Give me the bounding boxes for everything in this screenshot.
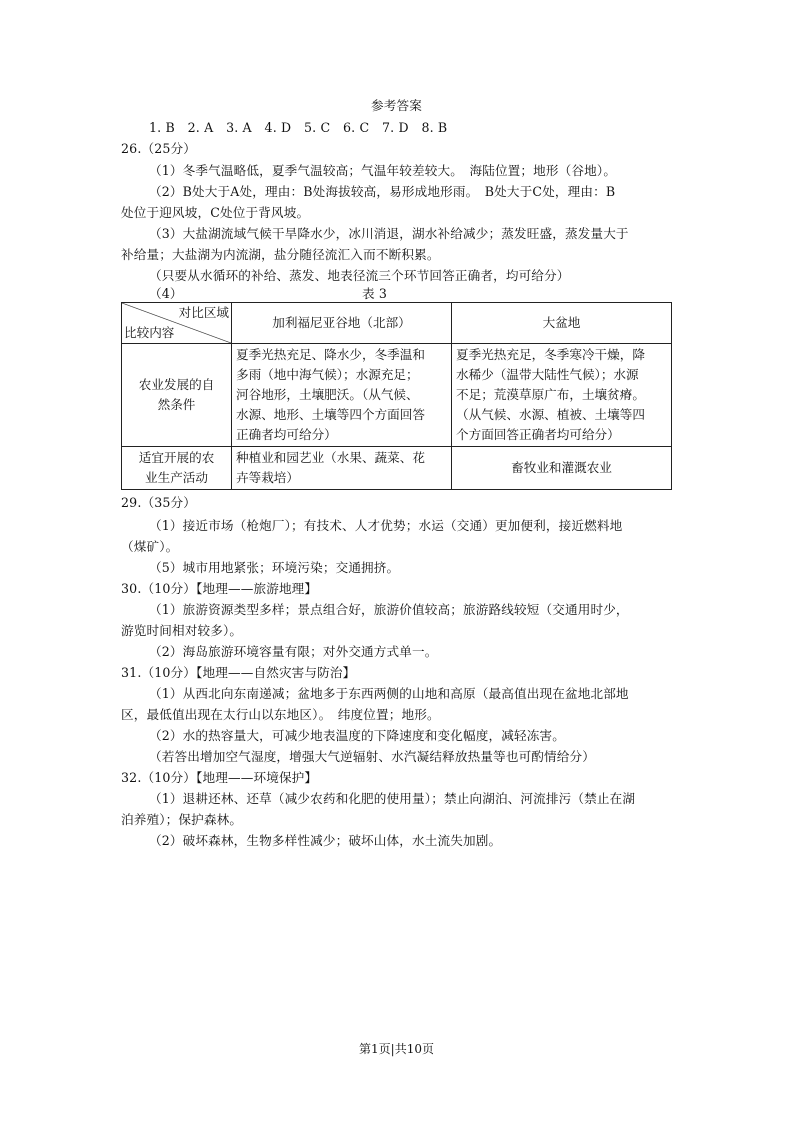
q29-answer-1-line2: （煤矿）。 bbox=[121, 539, 179, 554]
q32-answer-2: （2）破坏森林，生物多样性减少；破坏山体，水土流失加剧。 bbox=[149, 833, 502, 848]
q31-answer-2: （2）水的热容量大，可减少地表温度的下降速度和变化幅度，减轻冻害。 bbox=[149, 728, 565, 743]
q26-answer-1: （1）冬季气温略低，夏季气温较高；气温年较差较大。 海陆位置；地形（谷地）。 bbox=[149, 163, 617, 178]
q29-answer-1-line1: （1）接近市场（枪炮厂）；有技术、人才优势；水运（交通）更加便利，接近燃料地 bbox=[149, 518, 623, 533]
cell-california-activities bbox=[232, 447, 452, 490]
cell-line: 夏季光热充足，冬季寒冷干燥，降 bbox=[456, 347, 645, 362]
q26-answer-3-note: （只要从水循环的补给、蒸发、地表径流三个环节回答正确者，均可给分） bbox=[149, 268, 570, 283]
page-title: 参考答案 bbox=[371, 98, 422, 113]
cell-line: 水源、地形、土壤等四个方面回答 bbox=[236, 407, 425, 422]
header-california: 加利福尼亚谷地（北部） bbox=[232, 303, 452, 344]
cell-line: 水稀少（温带大陆性气候）；水源 bbox=[456, 367, 639, 382]
q32-answer-1-line2: 泊养殖）；保护森林。 bbox=[121, 812, 243, 827]
q26-answer-3-line1: （3）大盐湖流域气候干旱降水少，冰川消退，湖水补给减少；蒸发旺盛，蒸发量大于 bbox=[149, 226, 629, 241]
q30-answer-1-line1: （1）旅游资源类型多样；景点组合好，旅游价值较高；旅游路线较短（交通用时少， bbox=[149, 602, 629, 617]
cell-california-conditions bbox=[232, 344, 452, 447]
page-footer: 第1页|共10页 bbox=[359, 1042, 434, 1056]
cell-line: 夏季光热充足、降水少，冬季温和 bbox=[236, 347, 425, 362]
cell-line: 正确者均可给分） bbox=[236, 427, 337, 442]
cell-line: 不足；荒漠草原广布，土壤贫瘠。 bbox=[456, 387, 645, 402]
q26-answer-3-line2: 补给量；大盐湖为内流湖，盐分随径流汇入而不断积累。 bbox=[121, 247, 440, 262]
row-head-line: 业生产活动 bbox=[145, 470, 208, 485]
comparison-table bbox=[121, 302, 672, 490]
cell-line: 个方面回答正确者均可给分） bbox=[456, 427, 620, 442]
q30-answer-2: （2）海岛旅游环境容量有限；对外交通方式单一。 bbox=[149, 644, 438, 659]
cell-line: 卉等栽培） bbox=[236, 470, 299, 485]
q26-answer-2-line1: （2）B处大于A处，理由：B处海拔较高，易形成地形雨。 B处大于C处，理由：B bbox=[149, 184, 616, 199]
q30-heading: 30.（10分）【地理——旅游地理】 bbox=[121, 581, 318, 596]
row-head-line: 然条件 bbox=[157, 397, 196, 412]
table-header-row bbox=[122, 303, 672, 344]
q32-answer-1-line1: （1）退耕还林、还草（减少农药和化肥的使用量）；禁止向湖泊、河流排污（禁止在湖 bbox=[149, 791, 636, 806]
q29-heading: 29.（35分） bbox=[121, 495, 197, 510]
cell-line: （从气候、水源、植被、土壤等四 bbox=[456, 407, 645, 422]
cell-line: 多雨（地中海气候）；水源充足； bbox=[236, 367, 419, 382]
q26-heading: 26.（25分） bbox=[121, 141, 197, 156]
q32-heading: 32.（10分）【地理——环境保护】 bbox=[121, 770, 318, 785]
q30-answer-1-line2: 游览时间相对较多）。 bbox=[121, 623, 243, 638]
q31-answer-note: （若答出增加空气湿度，增强大气逆辐射、水汽凝结释放热量等也可酌情给分） bbox=[149, 749, 596, 764]
header-great-basin: 大盆地 bbox=[452, 303, 672, 344]
cell-line: 河谷地形，土壤肥沃。（从气候、 bbox=[236, 387, 419, 402]
cell-line: 种植业和园艺业（水果、蔬菜、花 bbox=[236, 450, 425, 465]
q31-heading: 31.（10分）【地理——自然灾害与防治】 bbox=[121, 665, 356, 680]
q26-answer-2-line2: 处位于迎风坡，C处位于背风坡。 bbox=[121, 205, 310, 220]
row-head-activities bbox=[122, 447, 232, 490]
mc-answers: 1. B 2. A 3. A 4. D 5. C 6. C 7. D 8. B bbox=[149, 120, 448, 135]
table-caption: 表 3 bbox=[362, 286, 388, 301]
table-row bbox=[122, 447, 672, 490]
q26-answer-4-label: （4） bbox=[149, 286, 183, 301]
row-head-line: 适宜开展的农 bbox=[138, 450, 215, 465]
cell-great-basin-activities: 畜牧业和灌溉农业 bbox=[452, 447, 672, 490]
row-head-conditions bbox=[122, 344, 232, 447]
q31-answer-1-line1: （1）从西北向东南递减；盆地多于东西两侧的山地和高原（最高值出现在盆地北部地 bbox=[149, 686, 629, 701]
q31-answer-1-line2: 区，最低值出现在太行山以东地区）。 纬度位置；地形。 bbox=[121, 707, 440, 722]
corner-label-content: 比较内容 bbox=[124, 325, 175, 340]
q29-answer-5: （5）城市用地紧张；环境污染；交通拥挤。 bbox=[149, 560, 400, 575]
row-head-line: 农业发展的自 bbox=[138, 377, 215, 392]
corner-label-region: 对比区域 bbox=[178, 305, 229, 320]
cell-great-basin-conditions bbox=[452, 344, 672, 447]
table-corner-cell bbox=[122, 303, 232, 344]
table-row bbox=[122, 344, 672, 447]
